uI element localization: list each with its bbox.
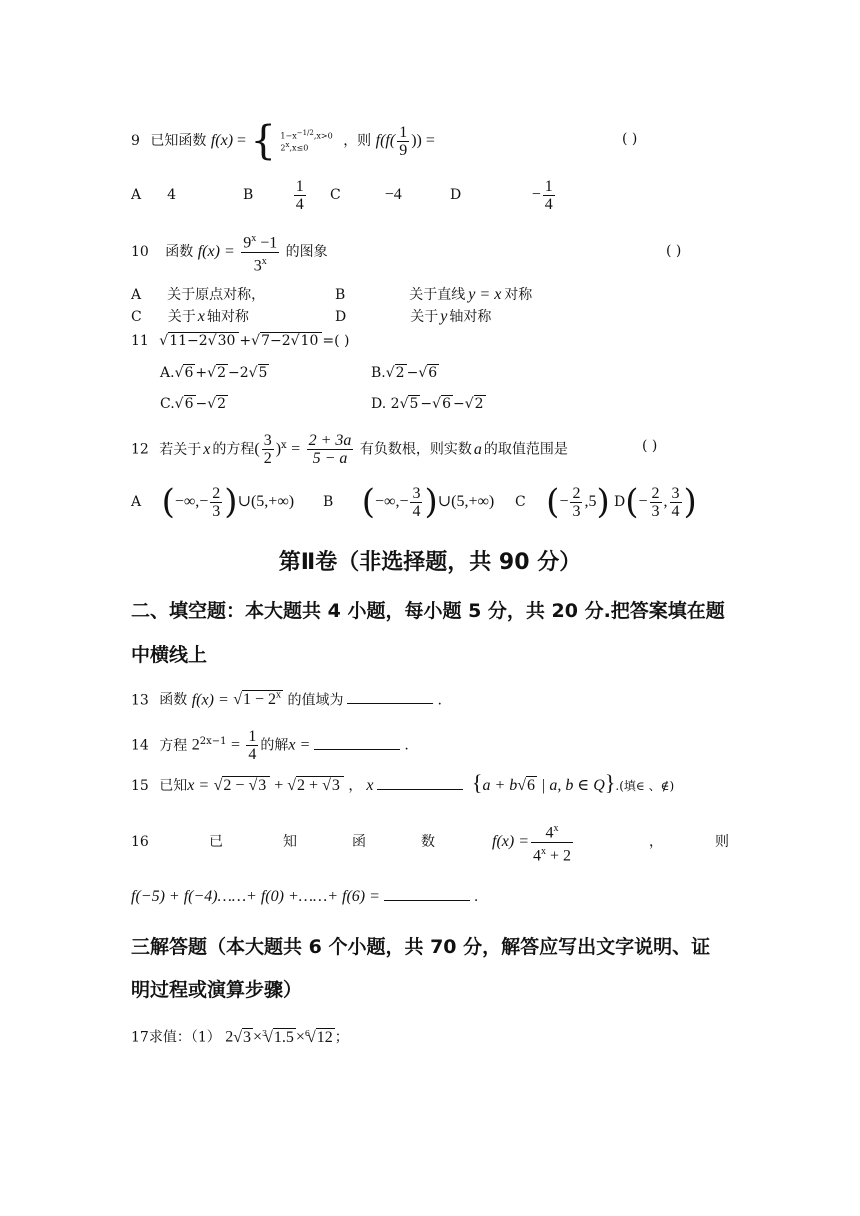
q9-func: f(x) = (210, 132, 247, 149)
q11-option-c: C.√ 6 −√ 2 (160, 394, 228, 414)
q11-option-a: A.√ 6 +√ 2 −2√ 5 (160, 363, 269, 383)
q16-answer-blank[interactable] (384, 886, 470, 901)
q11-option-b: B.√ 2 −√ 6 (371, 363, 439, 383)
q12-option-b: B (−∞,− $\frac{3}{4}$ )∪(5,+∞) (323, 482, 495, 522)
q10-option-d: D 关于 y 轴对称 (335, 308, 492, 325)
q14-answer-blank[interactable] (314, 735, 400, 750)
q13-answer-blank[interactable] (347, 689, 433, 704)
q9-option-d: D − $\frac{1}{4}$ (450, 177, 553, 213)
q15-answer-blank[interactable] (377, 775, 463, 790)
q12-option-d: D(− $\frac{2}{3}$ , $\frac{3}{4}$ ) (614, 482, 697, 522)
q16-sum-line: f(−5) + f(−4)……+ f(0) +……+ f(6) = . (131, 888, 479, 905)
question-16: 16 已 知 函 数 f(x) = $\frac{4^x}{4^x + 2}$ ， 则 (131, 820, 731, 864)
q9-option-b: B $\frac{1}{4}$ (243, 177, 304, 213)
section2-heading-line2: 中横线上 (131, 644, 208, 666)
question-15: 15 已知x = √ 2 − √ 3 + √ 2 + √ 3 ， x {a + b√ 6 | a, b ∈ Q}.(填∈ 、∉) (131, 765, 674, 804)
q9-number: 9 (131, 133, 140, 149)
question-14: 14 方程 $2^{2x-1}$ = $\frac{1}{4}$ 的解x = . (131, 728, 409, 764)
q12-answer-paren: ( ) (642, 438, 658, 454)
section2-heading-line1: 二、填空题：本大题共 4 小题，每小题 5 分，共 20 分.把答案填在题 (131, 600, 725, 622)
q9-text: 已知函数 (150, 133, 207, 149)
question-13: 13 函数 f(x) = √ $1 - 2^x$ 的值域为 . (131, 686, 442, 710)
q10-option-a: A 关于原点对称， (131, 287, 266, 303)
question-17: 17求值：（1） 2√ 3 ×$^3$√ 1.5 ×$^6$√ 12 ； (131, 1024, 349, 1048)
q11-option-d: D. 2√ 5 −√ 6 −√ 2 (371, 394, 486, 414)
part2-title: 第Ⅱ卷（非选择题，共 90 分） (278, 550, 582, 575)
question-9 (131, 118, 435, 164)
q9-answer-paren: ( ) (622, 131, 638, 147)
q9-expr: f(f( $\frac{1}{9}$ )) = (375, 123, 435, 159)
q9-then: ，则 (343, 133, 372, 149)
q10-answer-paren: ( ) (666, 243, 682, 259)
q12-option-a: A (−∞,− $\frac{2}{3}$ )∪(5,+∞) (131, 482, 295, 522)
section3-heading-line2: 明过程或演算步骤） (131, 979, 303, 1001)
q9-brace: { (250, 118, 276, 164)
q10-option-c: C 关于 x 轴对称 (131, 308, 249, 325)
q12-option-c: C (− $\frac{2}{3}$ ,5) (515, 482, 610, 522)
q10-option-b: B 关于直线 y = x 对称 (335, 286, 533, 303)
section3-heading-line1: 三解答题（本大题共 6 个小题，共 70 分，解答应写出文字说明、证 (131, 936, 711, 958)
question-10: 10 函数 f(x) = $\frac{9^x -1}{3^x}$ 的图象 (131, 230, 328, 274)
question-12: 12 若关于 x 的方程( $\frac{3}{2}$ )$^x$ = $\frac{2 + 3a}{5 - a}$ 有负数根，则实数 a 的取值范围是 (131, 432, 568, 468)
question-11: 11 √ 11−2√ 30 +√ 7−2√ 10 =( ) (131, 331, 349, 351)
q9-option-c: C −4 (330, 186, 402, 203)
q9-pieces: $1-x^{-1/2},x>0$ $2^x,x\le 0$ (280, 129, 333, 153)
q9-option-a: A 4 (131, 187, 177, 203)
